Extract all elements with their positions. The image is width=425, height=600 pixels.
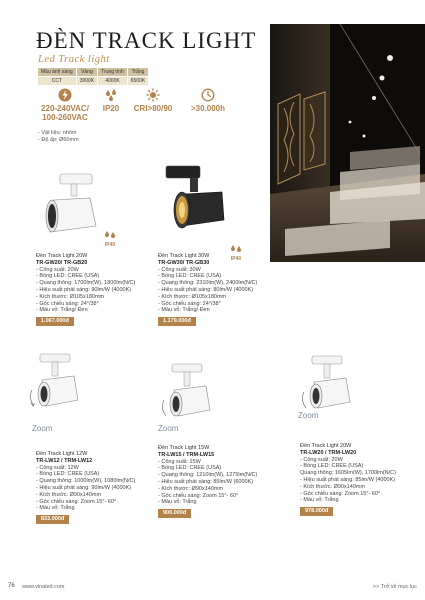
product-code: TR-LW20 / TRM-LW20 — [300, 449, 357, 456]
page-number: 76 — [8, 583, 15, 589]
spec-line: - Bóng LED: CREE (USA) — [300, 463, 364, 470]
track-light-12w-image — [28, 350, 88, 430]
ip-badge-20w — [104, 231, 116, 248]
spec-line: - Công suất: 12W — [36, 464, 79, 471]
product-name: Đèn Track Light 12W — [36, 451, 88, 457]
product-code: TR-GW20/ TR-GB20 — [36, 259, 88, 266]
spec-line: - Bóng LED: CREE (USA) — [158, 273, 222, 280]
spec-line: - Màu vỏ: Trắng — [158, 499, 197, 506]
spec-line: - Màu vỏ: Trắng/ Đen — [36, 307, 88, 314]
product-specs — [300, 457, 420, 505]
table-cell: Trung tính — [98, 68, 128, 77]
product-specs — [158, 267, 278, 315]
showroom-illustration — [270, 24, 425, 262]
sun-icon — [146, 88, 160, 102]
price-tag: 1.179.000đ — [158, 317, 196, 326]
page-subtitle: Led Track light — [38, 54, 110, 65]
spec-line: - Hiệu suất phát sáng: 85lm/W (6000K) — [158, 478, 254, 485]
zoom-label: Zoom — [298, 411, 319, 420]
product-30w — [158, 253, 278, 326]
spec-line: - Kích thước: Ø90x140mm — [158, 485, 224, 492]
product-name: Đèn Track Light 20W — [36, 253, 88, 259]
spec-line: - Góc chiếu sáng: Zoom 15°- 60° — [300, 490, 381, 497]
spec-line: - Quang thông: 2310lm(W), 2400lm(N/C) — [158, 280, 258, 287]
spec-line: - Hiệu suất phát sáng: 85lm/W (4000K) — [300, 476, 396, 483]
color-temperature-table — [37, 67, 149, 86]
spec-line: - Công suất: 15W — [158, 458, 201, 465]
spec-line: - Bóng LED: CREE (USA) — [36, 471, 100, 478]
showroom-photo — [270, 24, 425, 262]
spec-line: - Quang thông: 1700lm(W), 1800lm(N/C) — [36, 280, 136, 287]
price-tag: 900.000đ — [158, 509, 191, 518]
spec-line: - Góc chiếu sáng: 24°/38° — [158, 300, 221, 307]
product-name: Đèn Track Light 15W — [158, 445, 210, 451]
table-cell: CCT — [38, 77, 77, 86]
spec-line: - Công suất: 20W — [36, 266, 79, 273]
product-15w — [158, 445, 278, 518]
track-light-20w-image — [38, 168, 98, 243]
spec-line: - Hiệu suất phát sáng: 80lm/W (4000K) — [158, 286, 254, 293]
zoom-label: Zoom — [158, 424, 179, 433]
spec-line: Quang thông: 1605lm(W), 1700lm(N/C) — [300, 470, 396, 477]
product-specs — [36, 267, 156, 315]
spec-line: - Công suất: 20W — [300, 456, 343, 463]
ip-badge-label: IP40 — [104, 242, 116, 248]
spec-line: - Màu vỏ: Trắng — [300, 497, 339, 504]
product-20w-zoom — [300, 443, 420, 516]
table-cell: 4000K — [98, 77, 128, 86]
water-drop-icon — [104, 231, 116, 240]
voltage-spec — [36, 88, 94, 122]
material-line: - Vật liệu: nhôm — [38, 130, 77, 136]
spec-line: - Quang thông: 1000lm(W), 1080lm(N/C) — [36, 478, 136, 485]
lightning-icon — [58, 88, 72, 102]
spec-line: - Kích thước: Ø90x140mm — [300, 483, 366, 490]
product-name: Đèn Track Light 30W — [158, 253, 210, 259]
ip-spec — [98, 88, 124, 113]
spec-icons-row — [36, 88, 256, 124]
product-code: TR-LW12 / TRM-LW12 — [36, 457, 93, 464]
spec-line: - Công suất: 30W — [158, 266, 201, 273]
spec-line: - Bóng LED: CREE (USA) — [36, 273, 100, 280]
material-notes — [38, 130, 79, 144]
page-title: ĐÈN TRACK LIGHT — [36, 28, 257, 53]
spec-line: - Hiệu suất phát sáng: 90lm/W (4000K) — [36, 484, 132, 491]
product-12w — [36, 451, 156, 524]
spec-line: - Góc chiếu sáng: Zoom 15°- 60° — [158, 492, 239, 499]
cutout-line: - Độ ẩp: Ø60mm — [38, 137, 79, 143]
lifetime-spec — [184, 88, 232, 113]
price-tag: 1.067.000đ — [36, 317, 74, 326]
product-20w — [36, 253, 156, 326]
spec-line: - Kích thước: Ø105x180mm — [36, 293, 105, 300]
spec-line: - Màu vỏ: Trắng — [36, 505, 75, 512]
spec-line: - Góc chiếu sáng: Zoom 15°- 60° — [36, 498, 117, 505]
spec-line: - Quang thông: 1210lm(W), 1275lm(N/C) — [158, 472, 258, 479]
spec-line: - Bóng LED: CREE (USA) — [158, 465, 222, 472]
table-cell: Trắng — [127, 68, 148, 77]
product-name: Đèn Track Light 20W — [300, 443, 352, 449]
ip-rating: IP20 — [102, 104, 120, 113]
clock-icon — [201, 88, 215, 102]
table-cell: Vàng — [76, 68, 97, 77]
product-code: TR-LW15 / TRM-LW15 — [158, 451, 215, 458]
spec-line: - Góc chiếu sáng: 24°/38° — [36, 300, 99, 307]
product-specs — [158, 459, 278, 507]
spec-line: - Hiệu suất phát sáng: 90lm/W (4000K) — [36, 286, 132, 293]
ip-badge-label: IP40 — [230, 256, 242, 262]
voltage-line-1: 220-240VAC/ — [41, 104, 89, 113]
zoom-label: Zoom — [32, 424, 53, 433]
spec-line: - Kích thước: Ø105x180mm — [158, 293, 227, 300]
table-cell: Màu ánh sáng — [38, 68, 77, 77]
spec-line: - Kích thước: Ø90x140mm — [36, 491, 102, 498]
track-light-30w-image — [160, 160, 230, 240]
price-tag: 833.000đ — [36, 515, 69, 524]
spec-line: - Màu vỏ: Trắng/ Đen — [158, 307, 210, 314]
cri-spec — [128, 88, 178, 113]
cri-rating: CRI>80/90 — [133, 104, 173, 113]
product-code: TR-GW30/ TR-GB30 — [158, 259, 210, 266]
water-drop-icon — [104, 88, 118, 102]
table-cell: 6500K — [127, 77, 148, 86]
table-cell: 3000K — [76, 77, 97, 86]
back-to-contents-link[interactable]: >> Trở về mục lục — [372, 583, 417, 590]
voltage-line-2: 100-260VAC — [42, 113, 88, 122]
website-link[interactable]: www.vinaled.com — [22, 583, 65, 590]
product-specs — [36, 465, 156, 513]
lifetime-hours: >30.000h — [190, 104, 226, 113]
price-tag: 978.000đ — [300, 507, 333, 516]
